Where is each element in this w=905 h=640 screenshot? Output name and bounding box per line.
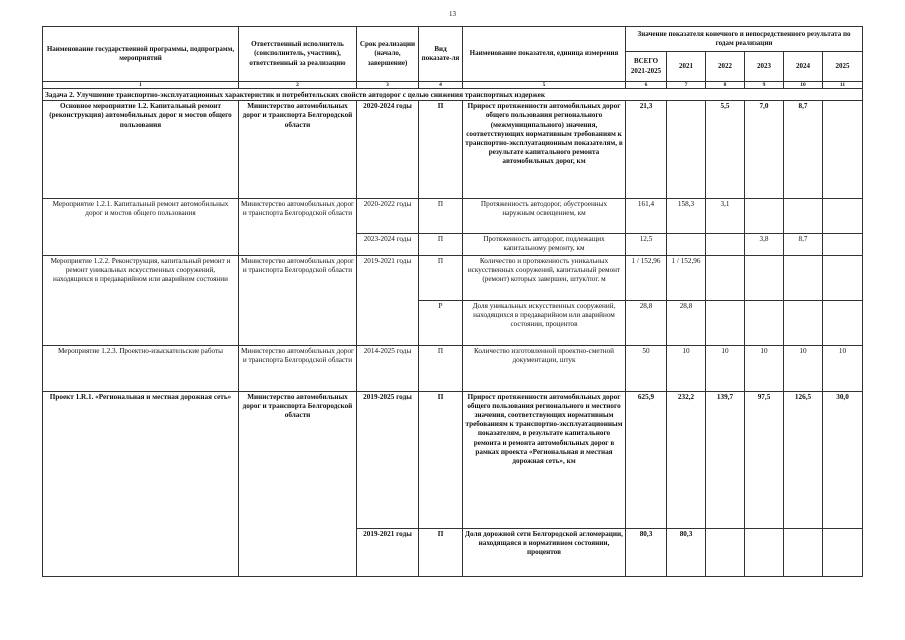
column-number: 6	[626, 82, 667, 89]
column-number: 4	[419, 82, 463, 89]
indicator-type: П	[419, 528, 463, 576]
value-year	[667, 101, 706, 199]
value-year: 8,7	[784, 101, 823, 199]
value-year	[745, 528, 784, 576]
column-number: 1	[43, 82, 239, 89]
value-year	[823, 199, 863, 234]
header-total: ВСЕГО 2021-2025	[626, 52, 667, 82]
indicator-name: Доля уникальных искусственных сооружений, находящихся в предаварийном или аварийном состоянии, процентов	[463, 300, 626, 345]
column-number: 5	[463, 82, 626, 89]
column-number: 3	[357, 82, 419, 89]
column-number: 11	[823, 82, 863, 89]
value-total: 28,8	[626, 300, 667, 345]
value-year: 10	[823, 345, 863, 391]
value-year	[823, 300, 863, 345]
header-term: Срок реализации (начало, завершение)	[357, 27, 419, 82]
header-program: Наименование государственной программы, подпрограмм, мероприятий	[43, 27, 239, 82]
indicator-name: Доля дорожной сети Белгородской агломерации, находящаяся в нормативном состоянии, процентов	[463, 528, 626, 576]
task-title: Задача 2. Улучшение транспортно-эксплуатационных характеристик и потребительских свойств автодорог с целью снижения транспортных издержек	[43, 89, 863, 101]
value-year	[745, 300, 784, 345]
column-number: 7	[667, 82, 706, 89]
column-number: 9	[745, 82, 784, 89]
header-year: 2021	[667, 52, 706, 82]
program-name: Проект 1.R.1. «Региональная и местная дорожная сеть»	[43, 391, 239, 576]
value-year: 158,3	[667, 199, 706, 234]
indicator-type: П	[419, 255, 463, 300]
value-year	[745, 199, 784, 234]
term: 2020-2022 годы	[357, 199, 419, 234]
indicator-name: Протяженность автодорог, подлежащих капитальному ремонту, км	[463, 234, 626, 255]
value-year: 232,2	[667, 391, 706, 528]
value-year: 7,0	[745, 101, 784, 199]
indicator-name: Прирост протяженности автомобильных дорог общего пользования регионального (межмуниципального) значения, соответствующих нормативным требованиям к транспортно-эксплуатационным показателям, в результате капитального ремонта автомобильных дорог, км	[463, 101, 626, 199]
value-year	[784, 255, 823, 300]
indicator-name: Количество и протяженность уникальных искусственных сооружений, капитальный ремонт (ремонт) которых завершен, штук/пог. м	[463, 255, 626, 300]
value-total: 21,3	[626, 101, 667, 199]
value-year: 80,3	[667, 528, 706, 576]
value-year	[667, 234, 706, 255]
value-year	[823, 528, 863, 576]
responsible: Министерство автомобильных дорог и транспорта Белгородской области	[239, 199, 357, 255]
indicator-name: Количество изготовленной проектно-сметной документации, штук	[463, 345, 626, 391]
page-number: 13	[449, 10, 456, 18]
value-year: 10	[745, 345, 784, 391]
header-year: 2024	[784, 52, 823, 82]
value-year	[706, 528, 745, 576]
value-year: 3,1	[706, 199, 745, 234]
value-year	[823, 234, 863, 255]
value-year	[823, 101, 863, 199]
value-total: 12,5	[626, 234, 667, 255]
value-year: 97,5	[745, 391, 784, 528]
program-name: Мероприятие 1.2.2. Реконструкция, капитальный ремонт и ремонт уникальных искусственных сооружений, находящихся в предаварийном или аварийном состоянии	[43, 255, 239, 345]
term: 2023-2024 годы	[357, 234, 419, 255]
program-name: Основное мероприятие 1.2. Капитальный ремонт (реконструкция) автомобильных дорог и мостов общего пользования	[43, 101, 239, 199]
indicator-name: Прирост протяженности автомобильных дорог общего пользования регионального и местного значения, соответствующих нормативным требованиям к транспортно-эксплуатационным показателям, в результате капитального ремонта и ремонта автомобильных дорог в рамках проекта «Региональная и местная дорожная сеть», км	[463, 391, 626, 528]
responsible: Министерство автомобильных дорог и транспорта Белгородской области	[239, 345, 357, 391]
term: 2019-2025 годы	[357, 391, 419, 528]
header-values: Значение показателя конечного и непосредственного результата по годам реализации	[626, 27, 863, 52]
column-number: 10	[784, 82, 823, 89]
indicator-type: П	[419, 234, 463, 255]
header-responsible: Ответственный исполнитель (соисполнитель, участник), ответственный за реализацию	[239, 27, 357, 82]
header-year: 2022	[706, 52, 745, 82]
value-year: 1 / 152,96	[667, 255, 706, 300]
value-total: 80,3	[626, 528, 667, 576]
table-row	[43, 199, 863, 234]
term: 2020-2024 годы	[357, 101, 419, 199]
value-year: 10	[784, 345, 823, 391]
value-year	[706, 234, 745, 255]
value-year: 10	[706, 345, 745, 391]
value-year: 28,8	[667, 300, 706, 345]
value-year	[784, 528, 823, 576]
responsible: Министерство автомобильных дорог и транспорта Белгородской области	[239, 101, 357, 199]
value-year: 8,7	[784, 234, 823, 255]
term: 2019-2021 годы	[357, 255, 419, 345]
indicator-type: П	[419, 391, 463, 528]
column-number: 2	[239, 82, 357, 89]
table-row	[43, 255, 863, 300]
program-name: Мероприятие 1.2.3. Проектно-изыскательские работы	[43, 345, 239, 391]
value-year	[745, 255, 784, 300]
value-year	[706, 300, 745, 345]
responsible: Министерство автомобильных дорог и транспорта Белгородской области	[239, 391, 357, 576]
program-name: Мероприятие 1.2.1. Капитальный ремонт автомобильных дорог и мостов общего пользования	[43, 199, 239, 255]
term: 2019-2021 годы	[357, 528, 419, 576]
program-table	[42, 26, 863, 577]
table-row	[43, 345, 863, 391]
indicator-type: П	[419, 101, 463, 199]
indicator-type: П	[419, 345, 463, 391]
value-year	[706, 255, 745, 300]
value-total: 161,4	[626, 199, 667, 234]
header-indicator: Наименование показателя, единица измерения	[463, 27, 626, 82]
value-total: 50	[626, 345, 667, 391]
responsible: Министерство автомобильных дорог и транспорта Белгородской области	[239, 255, 357, 345]
indicator-type: Р	[419, 300, 463, 345]
table-row	[43, 101, 863, 199]
header-year: 2025	[823, 52, 863, 82]
indicator-type: П	[419, 199, 463, 234]
term: 2014-2025 годы	[357, 345, 419, 391]
value-year	[823, 255, 863, 300]
value-year	[784, 300, 823, 345]
value-year: 10	[667, 345, 706, 391]
column-number: 8	[706, 82, 745, 89]
header-type: Вид показате-ля	[419, 27, 463, 82]
value-year: 5,5	[706, 101, 745, 199]
header-year: 2023	[745, 52, 784, 82]
table-row	[43, 391, 863, 528]
indicator-name: Протяженность автодорог, обустроенных наружным освещением, км	[463, 199, 626, 234]
value-year: 139,7	[706, 391, 745, 528]
value-year: 126,5	[784, 391, 823, 528]
value-year: 30,0	[823, 391, 863, 528]
value-total: 1 / 152,96	[626, 255, 667, 300]
value-year	[784, 199, 823, 234]
value-total: 625,9	[626, 391, 667, 528]
value-year: 3,8	[745, 234, 784, 255]
